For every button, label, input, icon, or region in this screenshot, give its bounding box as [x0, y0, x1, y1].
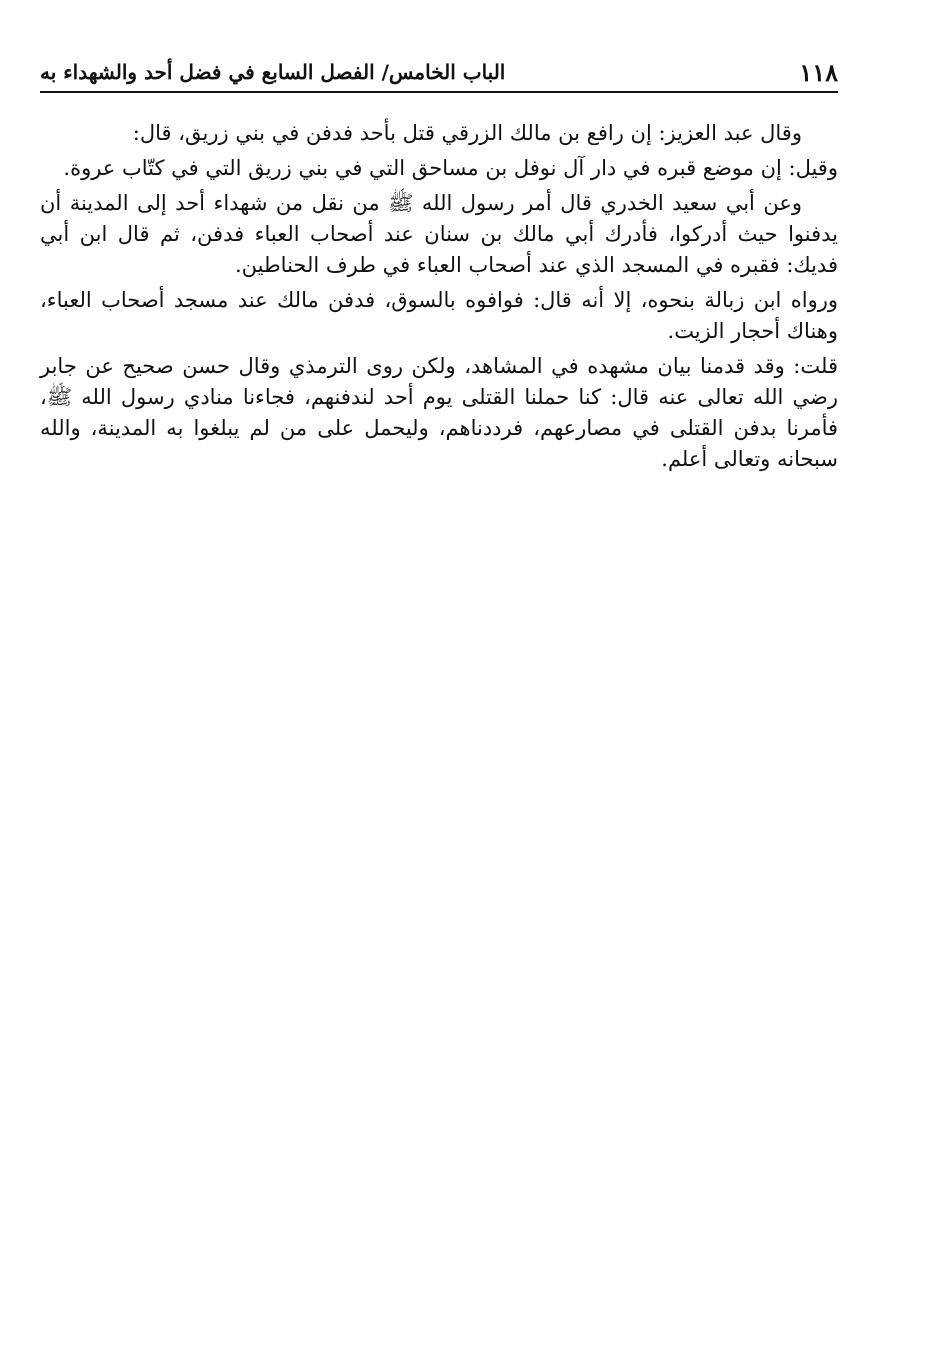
paragraph-author-note: قلت: وقد قدمنا بيان مشهده في المشاهد، ولكن روى الترمذي وقال حسن صحيح عن جابر رضي الله تعالى عنه قال: كنا حملنا القتلى يوم أحد لندفنهم، فجاءنا منادي رسول الله ﷺ، فأمرنا بدفن القتلى في مصارعهم، فرددناهم، وليحمل على من لم يبلغوا به المدينة، والله سبحانه وتعالى أعلم. [40, 354, 838, 471]
main-text [40, 118, 838, 479]
paragraph-ibn-zabala: ورواه ابن زبالة بنحوه، إلا أنه قال: فوافوه بالسوق، فدفن مالك عند مسجد أصحاب العباء، وهناك أحجار الزيت. [40, 288, 838, 343]
paragraph-abu-said: وعن أبي سعيد الخدري قال أمر رسول الله ﷺ من نقل من شهداء أحد إلى المدينة أن يدفنوا حيث أدركوا، فأدرك أبي مالك بن سنان عند أصحاب العباء فدفن، ثم قال ابن أبي فديك: فقبره في المسجد الذي عند أصحاب العباء في طرف الحناطين. [40, 191, 838, 277]
page-number: ١١٨ [799, 58, 838, 87]
paragraph-burial-place: وقيل: إن موضع قبره في دار آل نوفل بن مساحق التي في بني زريق التي في كتّاب عروة. [63, 156, 838, 180]
running-title: الباب الخامس/ الفصل السابع في فضل أحد والشهداء به [40, 60, 506, 84]
paragraph-abd-al-aziz: وقال عبد العزيز: إن رافع بن مالك الزرقي قتل بأحد فدفن في بني زريق، قال: [132, 121, 802, 145]
page-header [40, 52, 838, 90]
header-rule [40, 91, 838, 93]
